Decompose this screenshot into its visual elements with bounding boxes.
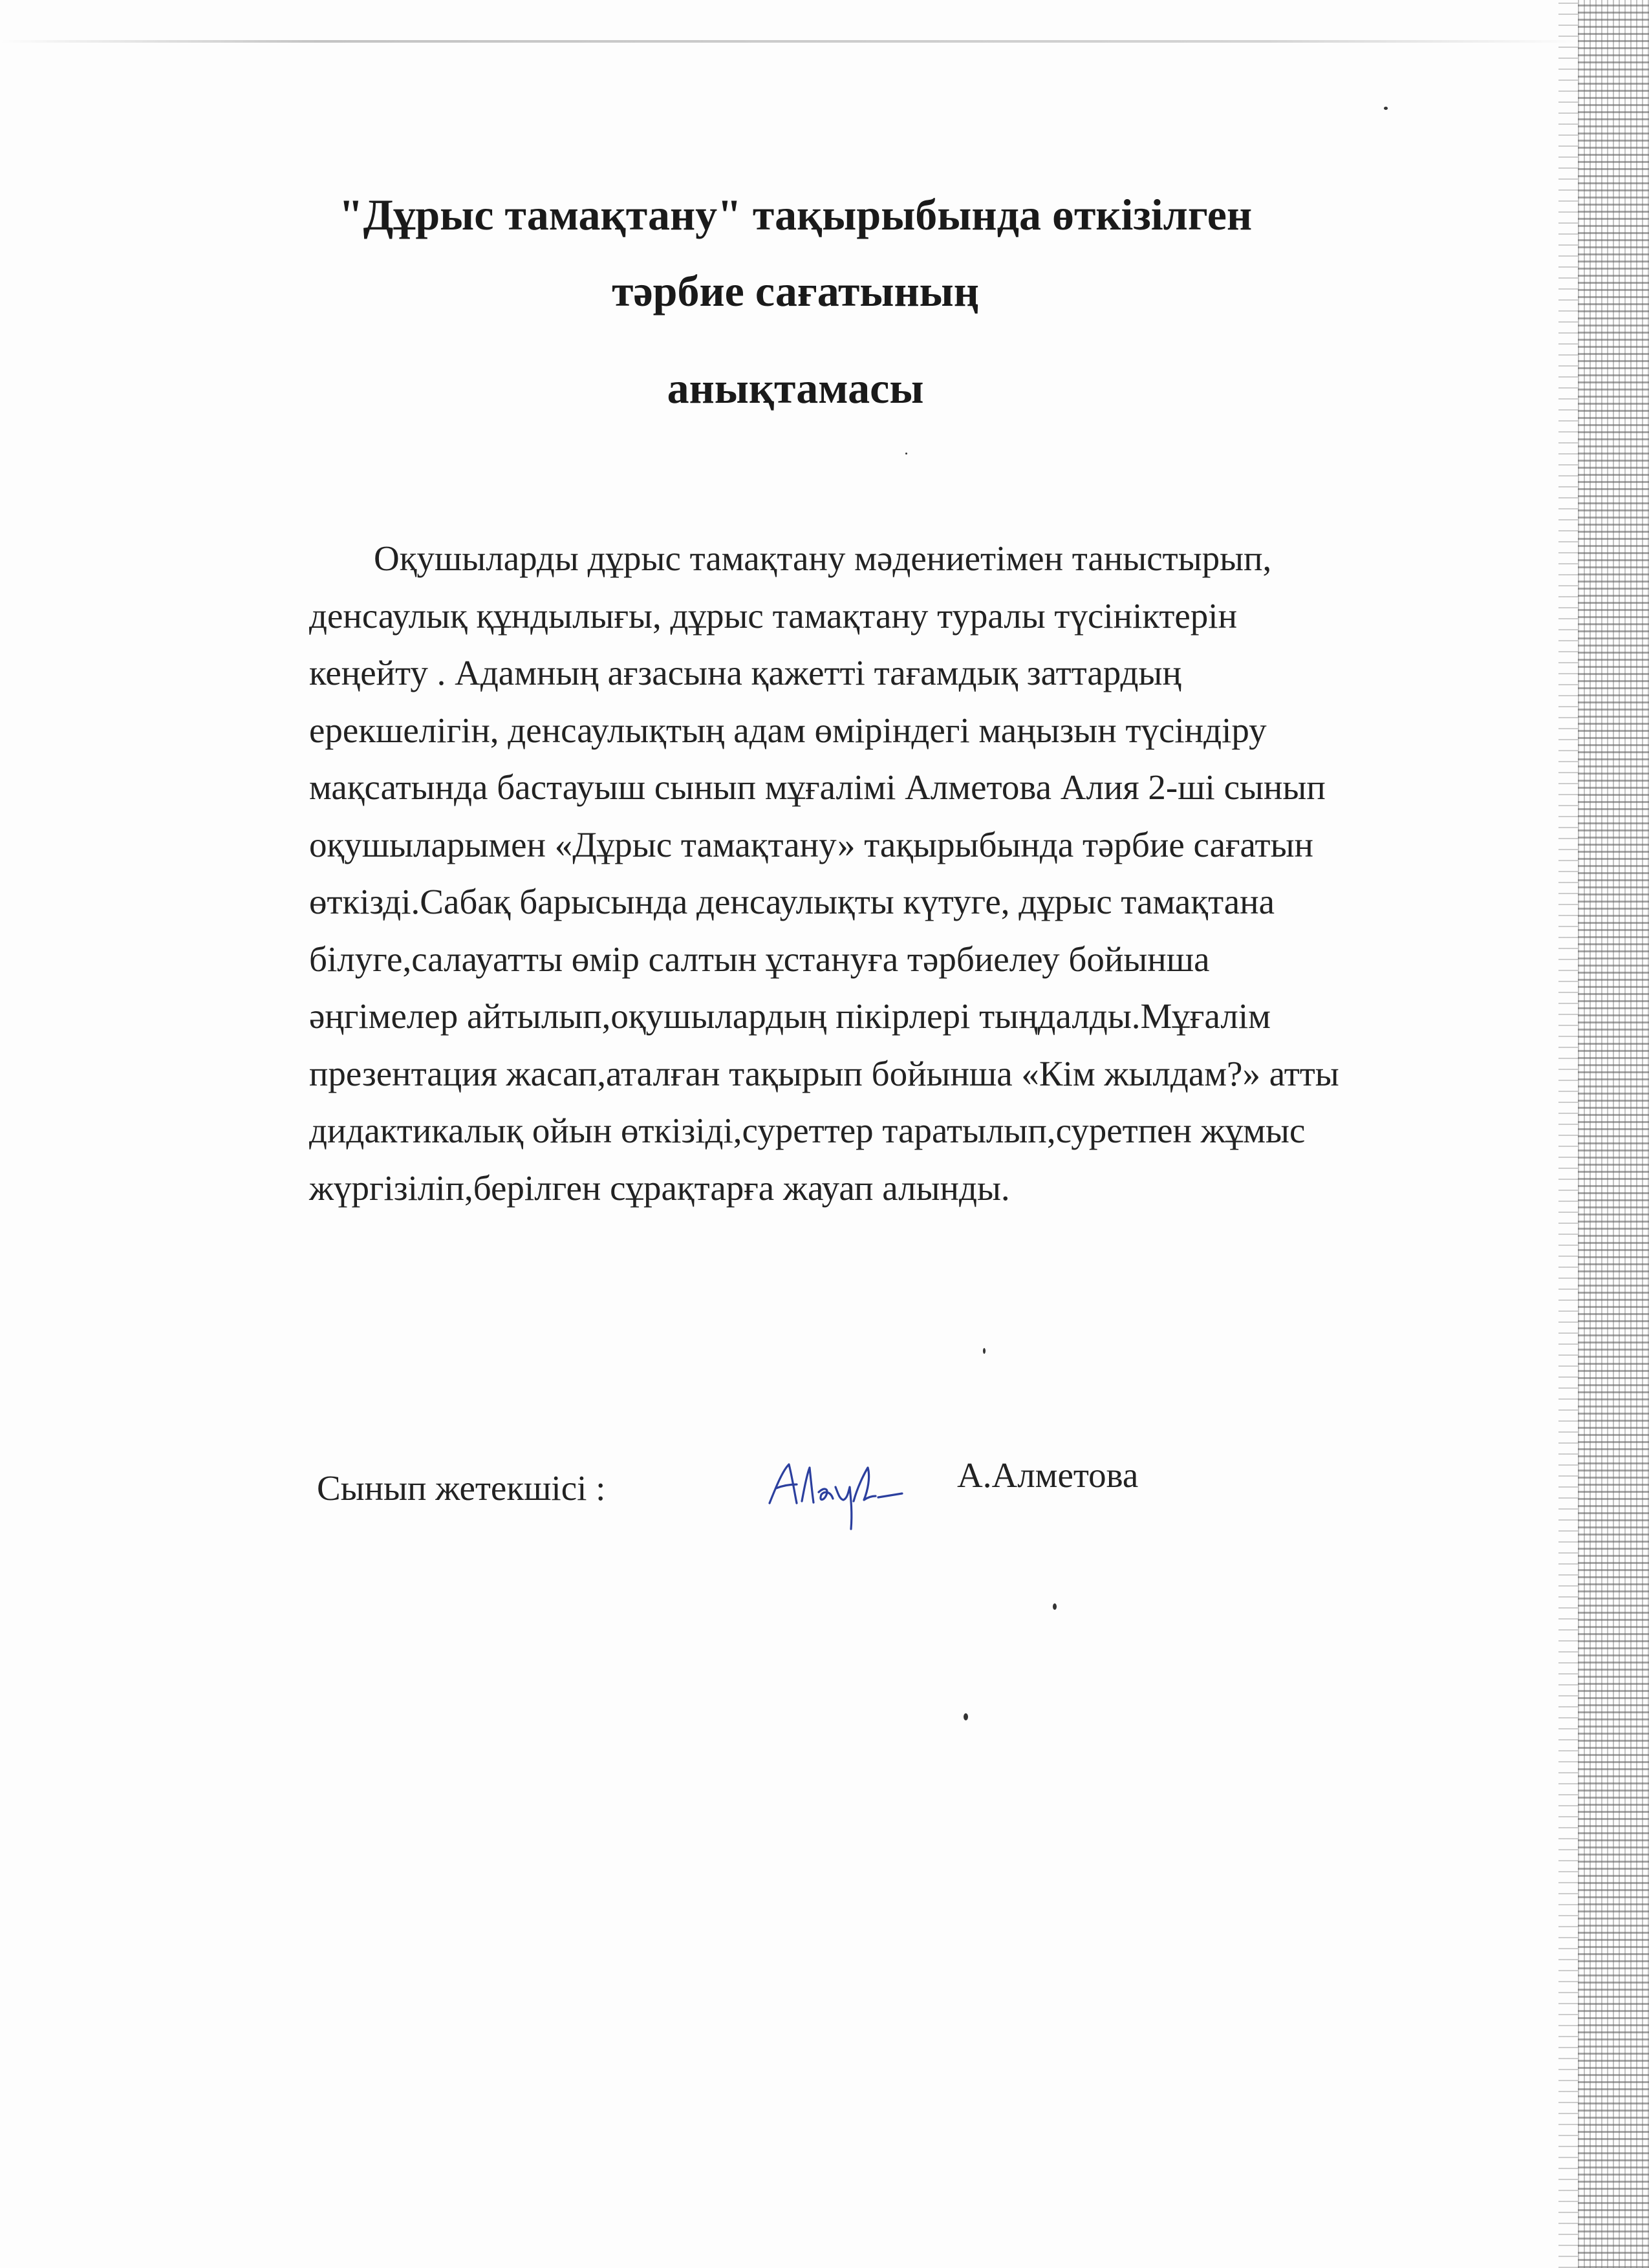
scan-speck	[905, 453, 907, 455]
signature-label: Сынып жетекшісі :	[317, 1468, 606, 1508]
body-line: денсаулық құндылығы, дұрыс тамақтану туралы түсініктерін	[309, 595, 1238, 636]
scan-right-edge	[1578, 0, 1649, 2268]
scan-speck	[1053, 1603, 1057, 1610]
body-line: дидактикалық ойын өткізіді,суреттер таратылып,суретпен жұмыс	[309, 1111, 1306, 1150]
document-title-line-1: "Дұрыс тамақтану" тақырыбында өткізілген	[338, 190, 1253, 239]
scan-speck	[983, 1348, 986, 1354]
body-line: Оқушыларды дұрыс тамақтану мәдениетімен таныстырып,	[374, 539, 1272, 578]
body-line: жүргізіліп,берілген сұрақтарға жауап алынды.	[309, 1168, 1010, 1208]
document-body	[309, 530, 1531, 1217]
signature-block	[317, 1455, 1352, 1545]
body-line: презентация жасап,аталған тақырып бойынша «Кім жылдам?» атты	[309, 1053, 1339, 1093]
scan-speck	[1384, 107, 1388, 110]
body-line: әңгімелер айтылып,оқушылардың пікірлері тыңдалды.Мұғалім	[309, 996, 1271, 1036]
signature-name: А.Алметова	[957, 1455, 1139, 1495]
body-line: оқушыларымен «Дұрыс тамақтану» тақырыбында тәрбие сағатын	[309, 824, 1313, 864]
handwritten-signature	[757, 1442, 905, 1539]
body-line: мақсатында бастауыш сынып мұғалімі Алметова Алия 2-ші сынып	[309, 767, 1326, 807]
body-line: білуге,салауатты өмір салтын ұстануға тәрбиелеу бойынша	[309, 939, 1210, 979]
scan-right-noise	[1558, 0, 1578, 2268]
document-title-line-3: анықтамасы	[667, 363, 924, 412]
scan-speck	[964, 1713, 968, 1720]
document-title-line-2: тәрбие сағатының	[612, 266, 979, 316]
body-line: өткізді.Сабақ барысында денсаулықты күтуге, дұрыс тамақтана	[309, 882, 1275, 921]
body-line: кеңейту . Адамның ағзасына қажетті тағамдық заттардың	[309, 653, 1181, 692]
scan-top-edge	[0, 40, 1584, 43]
body-line: ерекшелігін, денсаулықтың адам өміріндегі маңызын түсіндіру	[309, 710, 1267, 750]
